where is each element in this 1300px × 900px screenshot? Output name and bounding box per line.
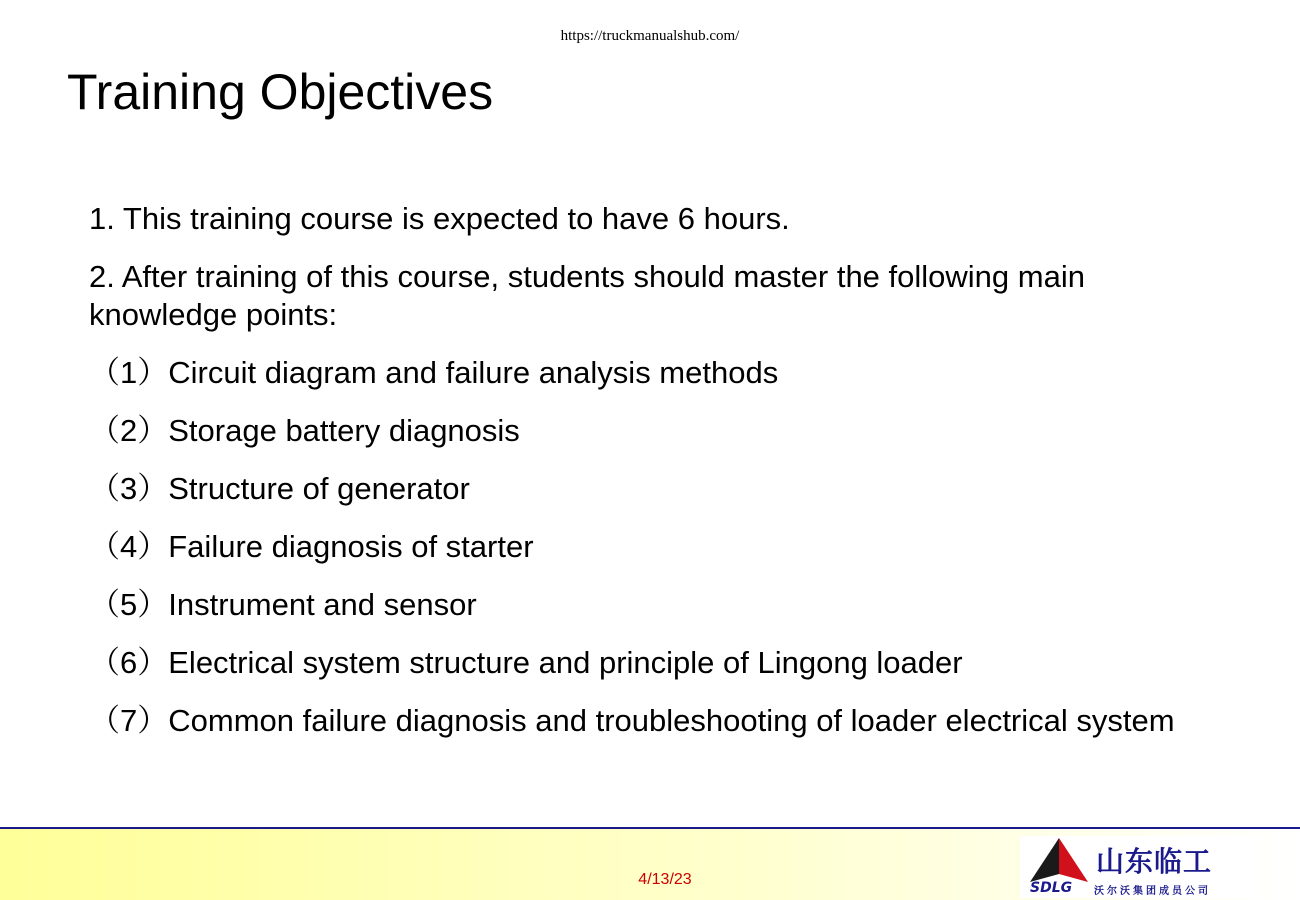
- knowledge-point-number: （1）: [89, 355, 169, 390]
- logo-tagline: 沃尔沃集团成员公司: [1094, 886, 1211, 897]
- knowledge-point-text: Common failure diagnosis and troubleshooting of loader electrical system: [168, 703, 1175, 738]
- knowledge-point-text: Instrument and sensor: [168, 587, 477, 622]
- objective-point-1: 1. This training course is expected to have 6 hours.: [89, 201, 790, 236]
- knowledge-point-7: [89, 702, 1209, 740]
- knowledge-point-number: （2）: [89, 413, 169, 448]
- knowledge-point-4: [89, 528, 1209, 566]
- knowledge-point-text: Structure of generator: [168, 471, 470, 506]
- knowledge-point-number: （6）: [89, 645, 169, 680]
- knowledge-point-1: [89, 354, 1209, 392]
- knowledge-point-text: Failure diagnosis of starter: [168, 529, 534, 564]
- sdlg-logo: [1020, 836, 1260, 898]
- slide-title: Training Objectives: [67, 64, 494, 120]
- knowledge-point-text: Circuit diagram and failure analysis methods: [168, 355, 779, 390]
- logo-chinese-name: 山东临工: [1096, 845, 1213, 878]
- objective-point-2: 2. After training of this course, students should master the following main knowledge points:: [89, 259, 1085, 332]
- knowledge-point-text: Electrical system structure and principle of Lingong loader: [168, 645, 963, 680]
- objectives-content: [89, 200, 1209, 760]
- sdlg-triangle-logo-icon: [1030, 838, 1088, 882]
- knowledge-point-number: （5）: [89, 587, 169, 622]
- slide-date: 4/13/23: [638, 871, 692, 888]
- logo-brand: SDLG: [1030, 880, 1073, 896]
- source-url: https://truckmanualshub.com/: [560, 28, 740, 44]
- knowledge-point-6: [89, 644, 1209, 682]
- knowledge-point-number: （4）: [89, 529, 169, 564]
- knowledge-point-2: [89, 412, 1209, 450]
- knowledge-point-5: [89, 586, 1209, 624]
- knowledge-point-number: （3）: [89, 471, 169, 506]
- knowledge-point-3: [89, 470, 1209, 508]
- knowledge-point-number: （7）: [89, 703, 169, 738]
- knowledge-point-text: Storage battery diagnosis: [168, 413, 520, 448]
